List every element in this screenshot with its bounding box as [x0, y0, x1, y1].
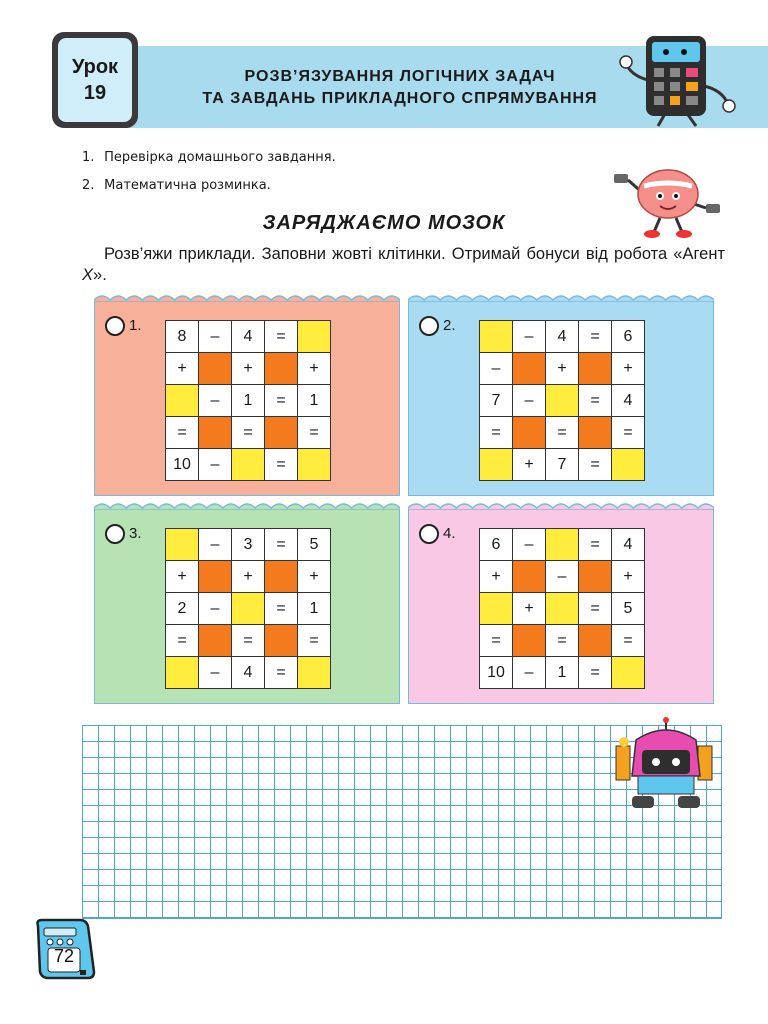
grid-cell: + — [166, 561, 199, 593]
lesson-title-line-1: РОЗВ’ЯЗУВАННЯ ЛОГІЧНИХ ЗАДАЧ — [244, 68, 556, 85]
filled-cell-orange — [265, 625, 298, 657]
filled-cell-orange — [513, 353, 546, 385]
calculator-mascot-icon — [618, 30, 738, 130]
grid-cell: – — [513, 385, 546, 417]
instruction-end: ». — [93, 266, 107, 284]
grid-cell: 3 — [232, 529, 265, 561]
puzzle-number: 1. — [129, 317, 142, 334]
grid-cell: 4 — [612, 529, 645, 561]
step-number: 2. — [82, 178, 95, 193]
puzzle-grid — [165, 320, 331, 481]
grid-row — [480, 385, 645, 417]
instruction-text: Розв’яжи приклади. Заповни жовті клітинки. Отримай бонуси від робота «Агент — [104, 245, 725, 263]
grid-cell: – — [199, 593, 232, 625]
grid-cell: 6 — [480, 529, 513, 561]
grid-cell: 4 — [232, 321, 265, 353]
step-text: Перевірка домашнього завдання. — [104, 150, 336, 165]
puzzle-number: 4. — [443, 525, 456, 542]
filled-cell-orange — [513, 561, 546, 593]
card-scallop-edge — [408, 500, 714, 510]
grid-cell: – — [199, 529, 232, 561]
filled-cell-orange — [579, 353, 612, 385]
puzzle-grid — [165, 528, 331, 689]
step-text: Математична розминка. — [104, 178, 271, 193]
filled-cell-orange — [199, 417, 232, 449]
grid-cell: = — [579, 385, 612, 417]
puzzle-card-1 — [94, 300, 400, 496]
step-number: 1. — [82, 150, 95, 165]
grid-cell: = — [612, 625, 645, 657]
puzzle-number: 3. — [129, 525, 142, 542]
grid-cell: 6 — [612, 321, 645, 353]
puzzle-card-4 — [408, 508, 714, 704]
card-scallop-edge — [94, 292, 400, 302]
answer-cell-yellow[interactable] — [166, 657, 199, 689]
grid-cell: = — [232, 625, 265, 657]
answer-cell-yellow[interactable] — [166, 529, 199, 561]
grid-cell: – — [480, 353, 513, 385]
grid-cell: = — [546, 417, 579, 449]
grid-cell: = — [265, 449, 298, 481]
grid-row — [480, 449, 645, 481]
grid-cell: = — [579, 321, 612, 353]
grid-cell: 1 — [546, 657, 579, 689]
lesson-label: Урок — [71, 56, 119, 78]
grid-cell: 5 — [298, 529, 331, 561]
puzzle-number: 2. — [443, 317, 456, 334]
grid-cell: + — [612, 561, 645, 593]
grid-cell: = — [579, 529, 612, 561]
grid-cell: – — [199, 385, 232, 417]
grid-cell: = — [579, 657, 612, 689]
task-instruction — [82, 244, 725, 286]
grid-row — [166, 561, 331, 593]
answer-cell-yellow[interactable] — [298, 657, 331, 689]
grid-cell: = — [298, 625, 331, 657]
filled-cell-orange — [579, 625, 612, 657]
grid-cell: 7 — [546, 449, 579, 481]
answer-cell-yellow[interactable] — [232, 449, 265, 481]
step-item — [82, 176, 336, 204]
grid-cell: 8 — [166, 321, 199, 353]
grid-row — [166, 657, 331, 689]
grid-cell: = — [480, 417, 513, 449]
grid-cell: = — [166, 625, 199, 657]
grid-cell: = — [265, 657, 298, 689]
grid-row — [166, 353, 331, 385]
answer-cell-yellow[interactable] — [612, 657, 645, 689]
answer-cell-yellow[interactable] — [166, 385, 199, 417]
grid-cell: + — [232, 353, 265, 385]
grid-cell: 7 — [480, 385, 513, 417]
grid-cell: = — [265, 593, 298, 625]
page-number: 72 — [53, 946, 75, 966]
filled-cell-orange — [265, 417, 298, 449]
puzzle-grid — [479, 528, 645, 689]
answer-cell-yellow[interactable] — [298, 321, 331, 353]
answer-cell-yellow[interactable] — [546, 385, 579, 417]
filled-cell-orange — [265, 561, 298, 593]
agent-name: X — [82, 266, 94, 284]
grid-cell: – — [199, 657, 232, 689]
grid-cell: – — [513, 529, 546, 561]
grid-row — [480, 625, 645, 657]
grid-row — [480, 529, 645, 561]
grid-cell: 4 — [546, 321, 579, 353]
section-heading: ЗАРЯДЖАЄМО МОЗОК — [262, 212, 506, 234]
card-scallop-edge — [408, 292, 714, 302]
lesson-title — [150, 66, 650, 110]
lesson-steps — [82, 148, 336, 204]
grid-cell: = — [612, 417, 645, 449]
card-scallop-edge — [94, 500, 400, 510]
answer-cell-yellow[interactable] — [480, 593, 513, 625]
grid-row — [166, 385, 331, 417]
filled-cell-orange — [199, 561, 232, 593]
grid-cell: 1 — [298, 385, 331, 417]
grid-row — [166, 449, 331, 481]
grid-cell: = — [298, 417, 331, 449]
lesson-title-line-2: ТА ЗАВДАНЬ ПРИКЛАДНОГО СПРЯМУВАННЯ — [202, 90, 598, 107]
grid-row — [166, 529, 331, 561]
grid-cell: + — [298, 353, 331, 385]
grid-row — [166, 417, 331, 449]
grid-cell: 4 — [612, 385, 645, 417]
grid-cell: = — [232, 417, 265, 449]
lesson-badge — [52, 32, 138, 128]
grid-cell: – — [546, 561, 579, 593]
grid-cell: = — [480, 625, 513, 657]
answer-cell-yellow[interactable] — [480, 321, 513, 353]
answer-circle[interactable] — [105, 316, 125, 336]
grid-cell: – — [199, 321, 232, 353]
answer-cell-yellow[interactable] — [298, 449, 331, 481]
grid-cell: = — [579, 593, 612, 625]
grid-row — [480, 593, 645, 625]
grid-row — [480, 561, 645, 593]
grid-cell: 10 — [480, 657, 513, 689]
grid-cell: + — [166, 353, 199, 385]
grid-row — [480, 353, 645, 385]
filled-cell-orange — [199, 625, 232, 657]
answer-circle[interactable] — [419, 316, 439, 336]
grid-cell: + — [513, 449, 546, 481]
filled-cell-orange — [265, 353, 298, 385]
grid-cell: + — [232, 561, 265, 593]
grid-cell: + — [612, 353, 645, 385]
grid-cell: – — [513, 657, 546, 689]
grid-cell: = — [265, 385, 298, 417]
grid-row — [480, 417, 645, 449]
puzzle-grid — [479, 320, 645, 481]
grid-cell: – — [513, 321, 546, 353]
grid-cell: 1 — [298, 593, 331, 625]
lesson-number: 19 — [83, 82, 107, 104]
answer-cell-yellow[interactable] — [612, 449, 645, 481]
grid-cell: + — [298, 561, 331, 593]
grid-cell: + — [480, 561, 513, 593]
grid-cell: 5 — [612, 593, 645, 625]
grid-cell: 2 — [166, 593, 199, 625]
grid-row — [166, 321, 331, 353]
grid-cell: = — [265, 529, 298, 561]
filled-cell-orange — [513, 625, 546, 657]
grid-cell: – — [199, 449, 232, 481]
grid-cell: 1 — [232, 385, 265, 417]
filled-cell-orange — [579, 561, 612, 593]
grid-row — [480, 321, 645, 353]
answer-cell-yellow[interactable] — [232, 593, 265, 625]
grid-cell: + — [546, 353, 579, 385]
grid-cell: 4 — [232, 657, 265, 689]
grid-cell: = — [265, 321, 298, 353]
answer-cell-yellow[interactable] — [480, 449, 513, 481]
filled-cell-orange — [579, 417, 612, 449]
answer-circle[interactable] — [419, 524, 439, 544]
grid-cell: 10 — [166, 449, 199, 481]
filled-cell-orange — [199, 353, 232, 385]
grid-row — [166, 625, 331, 657]
answer-cell-yellow[interactable] — [546, 529, 579, 561]
grid-cell: = — [579, 449, 612, 481]
filled-cell-orange — [513, 417, 546, 449]
answer-cell-yellow[interactable] — [546, 593, 579, 625]
robot-agent-icon — [608, 716, 718, 816]
puzzle-card-2 — [408, 300, 714, 496]
puzzle-card-3 — [94, 508, 400, 704]
grid-row — [166, 593, 331, 625]
grid-cell: = — [546, 625, 579, 657]
step-item — [82, 148, 336, 176]
grid-cell: + — [513, 593, 546, 625]
grid-cell: = — [166, 417, 199, 449]
grid-row — [480, 657, 645, 689]
answer-circle[interactable] — [105, 524, 125, 544]
